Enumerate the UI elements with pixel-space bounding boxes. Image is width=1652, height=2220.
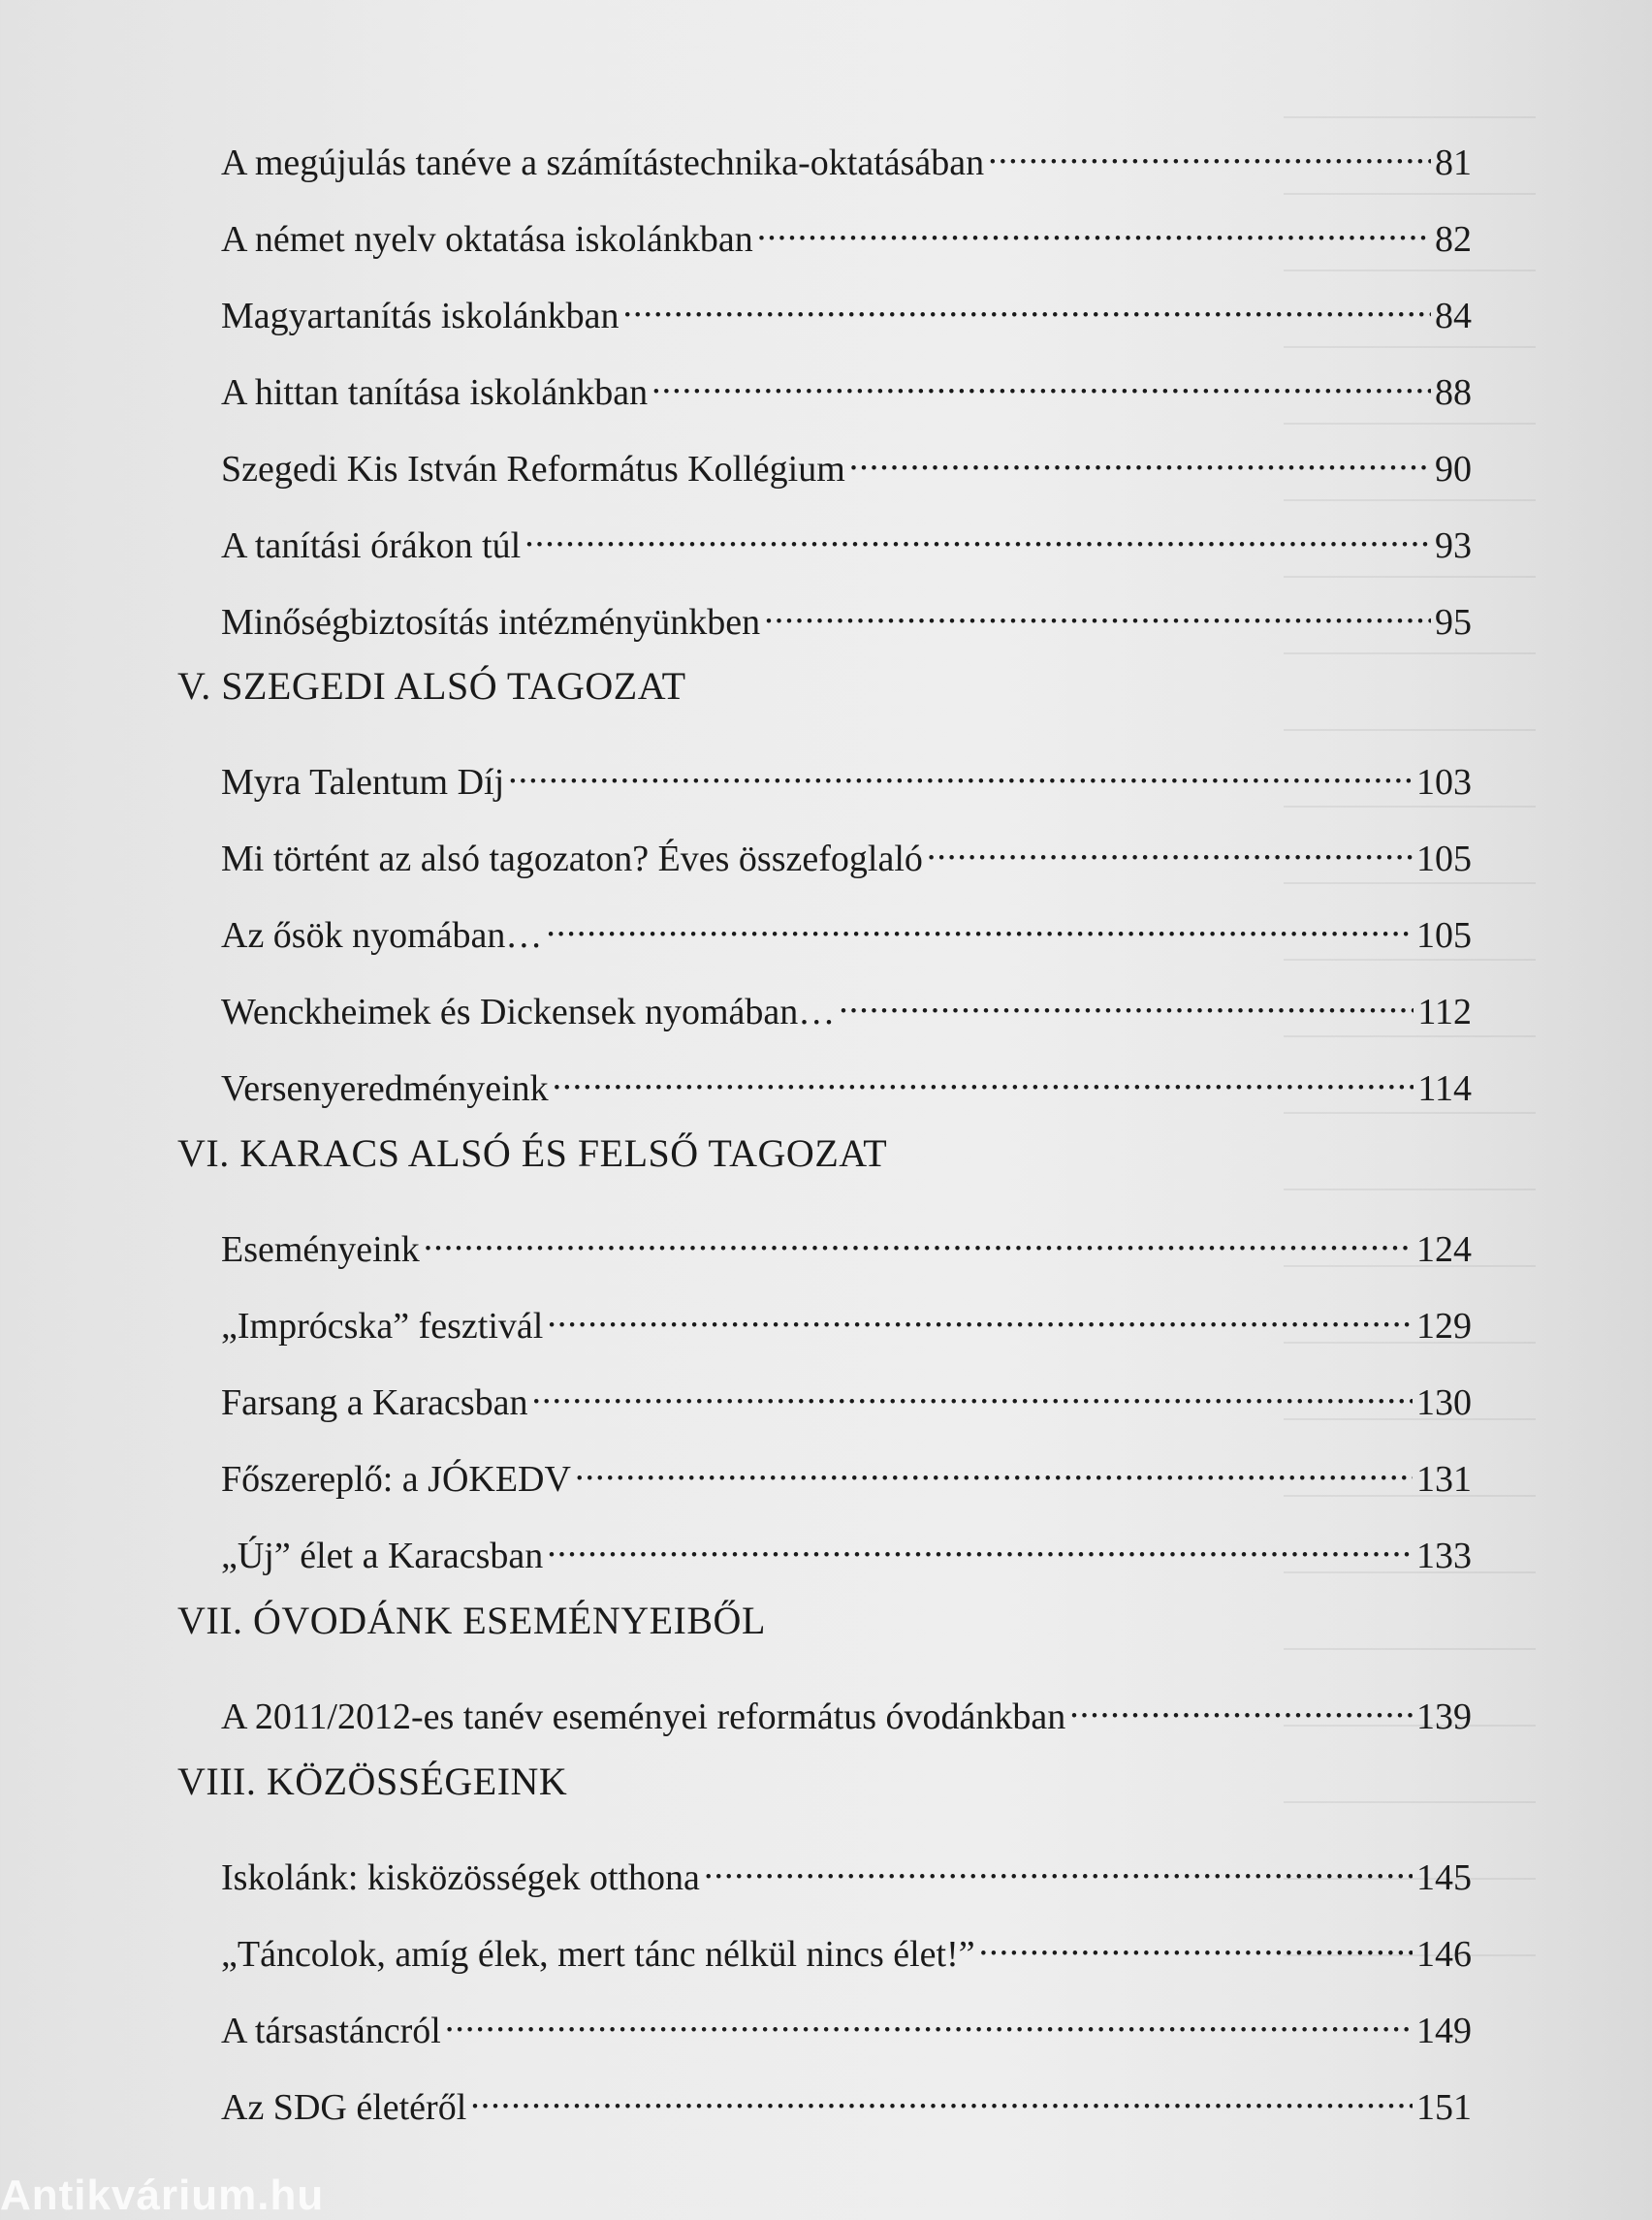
toc-entry-page: 131 [1416, 1459, 1472, 1500]
toc-section-heading: VIII. KÖZÖSSÉGEINK [177, 1760, 568, 1803]
dot-leader [445, 1996, 1413, 2043]
toc-entry-title: A tanítási órákon túl [221, 525, 522, 566]
dot-leader [988, 128, 1431, 174]
toc-entry-title: Iskolánk: kisközösségek otthona [221, 1857, 700, 1898]
toc-entry-page: 95 [1435, 602, 1472, 643]
toc-entry-title: Mi történt az alsó tagozaton? Éves összefoglaló [221, 839, 923, 879]
dot-leader [546, 901, 1413, 947]
toc-entry-title: Az ősök nyomában… [221, 915, 543, 956]
dot-leader [757, 205, 1431, 251]
toc-entry-page: 129 [1416, 1306, 1472, 1347]
toc-entry-page: 105 [1416, 839, 1472, 879]
toc-entry-title: Minőségbiztosítás intézményünkben [221, 602, 761, 643]
dot-leader [524, 511, 1431, 557]
toc-entry-page: 105 [1416, 915, 1472, 956]
toc-entry-title: Farsang a Karacsban [221, 1382, 528, 1423]
toc-entry [221, 747, 1472, 806]
toc-entry [221, 824, 1472, 882]
toc-entry-title: „Imprócska” fesztivál [221, 1306, 544, 1347]
toc-entry [221, 587, 1472, 646]
toc-entry [221, 205, 1472, 263]
dot-leader [575, 1444, 1413, 1491]
toc-entry-page: 90 [1435, 449, 1472, 490]
toc-entry [221, 1682, 1472, 1740]
toc-entry [221, 1843, 1472, 1901]
toc-entry-title: Eseményeink [221, 1229, 420, 1270]
toc-entry [221, 511, 1472, 569]
toc-entry [221, 1444, 1472, 1503]
toc-entry-title: Szegedi Kis István Református Kollégium [221, 449, 845, 490]
dot-leader [839, 977, 1414, 1024]
toc-entry [221, 1215, 1472, 1273]
toc-entry-page: 82 [1435, 219, 1472, 260]
toc-entry [221, 1919, 1472, 1978]
dot-leader [547, 1291, 1413, 1338]
toc-entry-page: 81 [1435, 143, 1472, 183]
dot-leader [553, 1054, 1414, 1100]
toc-entry [221, 901, 1472, 959]
toc-entry [221, 977, 1472, 1035]
dot-leader [849, 434, 1431, 481]
toc-entry [221, 2073, 1472, 2131]
toc-entry-page: 151 [1416, 2087, 1472, 2128]
toc-entry [221, 1521, 1472, 1579]
toc-entry [221, 358, 1472, 416]
toc-entry-page: 146 [1416, 1934, 1472, 1975]
toc-entry-title: „Új” élet a Karacsban [221, 1536, 544, 1576]
toc-entry [221, 434, 1472, 492]
toc-entry-page: 93 [1435, 525, 1472, 566]
toc-entry-page: 149 [1416, 2011, 1472, 2051]
toc-entry [221, 1054, 1472, 1112]
toc-entry-page: 133 [1416, 1536, 1472, 1576]
toc-section-heading: VI. KARACS ALSÓ ÉS FELSŐ TAGOZAT [177, 1131, 888, 1175]
dot-leader [424, 1215, 1413, 1261]
toc-entry-page: 88 [1435, 372, 1472, 413]
toc-entry-page: 139 [1416, 1697, 1472, 1737]
dot-leader [508, 747, 1413, 794]
toc-entry-title: A hittan tanítása iskolánkban [221, 372, 649, 413]
toc-entry-title: Wenckheimek és Dickensek nyomában… [221, 992, 836, 1032]
toc-entry [221, 1368, 1472, 1426]
toc-entry-title: Magyartanítás iskolánkban [221, 296, 620, 336]
toc-entry-page: 103 [1416, 762, 1472, 803]
toc-entry-page: 130 [1416, 1382, 1472, 1423]
dot-leader [927, 824, 1413, 871]
toc-entry-title: A megújulás tanéve a számítástechnika-oktatásában [221, 143, 985, 183]
toc-section-heading: VII. ÓVODÁNK ESEMÉNYEIBŐL [177, 1599, 766, 1642]
toc-entry-title: A 2011/2012-es tanév eseményei református óvodánkban [221, 1697, 1066, 1737]
toc-entry [221, 128, 1472, 186]
dot-leader [764, 587, 1431, 634]
toc-entry-page: 114 [1417, 1068, 1472, 1109]
toc-entry [221, 281, 1472, 339]
dot-leader [470, 2073, 1413, 2119]
dot-leader [704, 1843, 1413, 1889]
toc-section-heading: V. SZEGEDI ALSÓ TAGOZAT [177, 664, 686, 708]
toc-entry-page: 145 [1416, 1857, 1472, 1898]
dot-leader [651, 358, 1431, 404]
toc-entry [221, 1996, 1472, 2054]
toc-entry-page: 112 [1417, 992, 1472, 1032]
toc-entry-title: A német nyelv oktatása iskolánkban [221, 219, 753, 260]
toc-entry-title: Versenyeredményeink [221, 1068, 549, 1109]
dot-leader [547, 1521, 1413, 1568]
toc-entry-title: „Táncolok, amíg élek, mert tánc nélkül nincs élet!” [221, 1934, 975, 1975]
toc-entry-page: 124 [1416, 1229, 1472, 1270]
toc-entry-title: Főszereplő: a JÓKEDV [221, 1459, 571, 1500]
toc-entry-title: Az SDG életéről [221, 2087, 467, 2128]
dot-leader [623, 281, 1431, 328]
dot-leader [532, 1368, 1413, 1414]
toc-entry-title: Myra Talentum Díj [221, 762, 505, 803]
toc-entry-title: A társastáncról [221, 2011, 441, 2051]
toc-entry-page: 84 [1435, 296, 1472, 336]
dot-leader [979, 1919, 1413, 1966]
watermark: Antikvárium.hu [0, 2172, 325, 2219]
dot-leader [1069, 1682, 1413, 1728]
toc-entry [221, 1291, 1472, 1349]
